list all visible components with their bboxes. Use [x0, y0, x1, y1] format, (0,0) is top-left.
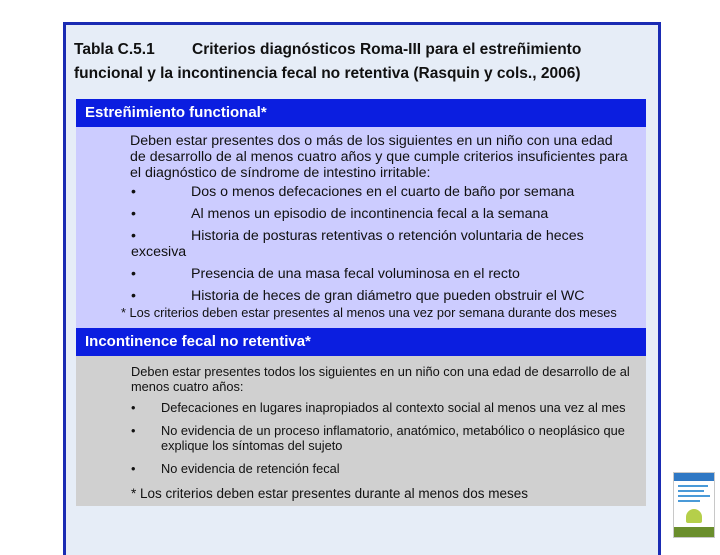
list-item: • Historia de posturas retentivas o retención voluntaria de heces excesiva [76, 228, 646, 260]
thumb-band [674, 473, 714, 481]
thumb-line [678, 485, 708, 487]
bullet: • [131, 184, 136, 200]
list-item: • Al menos un episodio de incontinencia fecal a la semana [131, 206, 549, 222]
section1-body [76, 127, 646, 328]
list-item: • No evidencia de retención fecal [131, 461, 340, 476]
list-item: • Historia de heces de gran diámetro que pueden obstruir el WC [131, 288, 585, 304]
bullet: • [131, 288, 136, 304]
list-item-continuation: excesiva [131, 244, 187, 260]
thumb-line [678, 500, 700, 502]
section2-list [76, 400, 646, 484]
bullet: • [131, 400, 136, 415]
list-item: • Presencia de una masa fecal voluminosa en el recto [131, 266, 520, 282]
thumb-footer [674, 527, 714, 537]
table-title-line2: funcional y la incontinencia fecal no retentiva (Rasquin y cols., 2006) [74, 65, 581, 82]
section1-footnote: * Los criterios deben estar presentes al menos una vez por semana durante dos meses [121, 305, 617, 320]
table-title [74, 38, 654, 86]
section1-intro: Deben estar presentes dos o más de los siguientes en un niño con una edad de desarrollo de al menos cuatro años y que cumple criterios insuficientes para el diagnóstico de síndrome de intestino irritable: [130, 133, 628, 181]
bullet: • [131, 461, 136, 476]
section2-footnote: * Los criterios deben estar presentes durante al menos dos meses [131, 486, 528, 501]
table-number: Tabla C.5.1 [74, 41, 155, 58]
bullet: • [131, 423, 136, 438]
bullet: • [131, 266, 136, 282]
slide-frame [63, 22, 661, 555]
bullet: • [131, 228, 136, 244]
thumb-plant [686, 509, 702, 523]
book-cover-icon[interactable] [673, 472, 715, 538]
bullet: • [131, 206, 136, 222]
section1-list [76, 184, 646, 310]
section2-header: Incontinence fecal no retentiva* [76, 328, 646, 356]
list-item: • Defecaciones en lugares inapropiados al contexto social al menos una vez al mes [131, 400, 626, 415]
section1-header: Estreñimiento functional* [76, 99, 646, 127]
thumb-line [678, 495, 710, 497]
list-item: • No evidencia de un proceso inflamatorio, anatómico, metabólico o neoplásico que explique los síntomas del sujeto [131, 423, 625, 453]
section2-body [76, 356, 646, 506]
table-title-line1: Criterios diagnósticos Roma-III para el estreñimiento [192, 41, 582, 58]
section2-intro: Deben estar presentes todos los siguientes en un niño con una edad de desarrollo de al menos cuatro años: [131, 364, 630, 394]
thumb-line [678, 490, 704, 492]
list-item: • Dos o menos defecaciones en el cuarto de baño por semana [131, 184, 575, 200]
